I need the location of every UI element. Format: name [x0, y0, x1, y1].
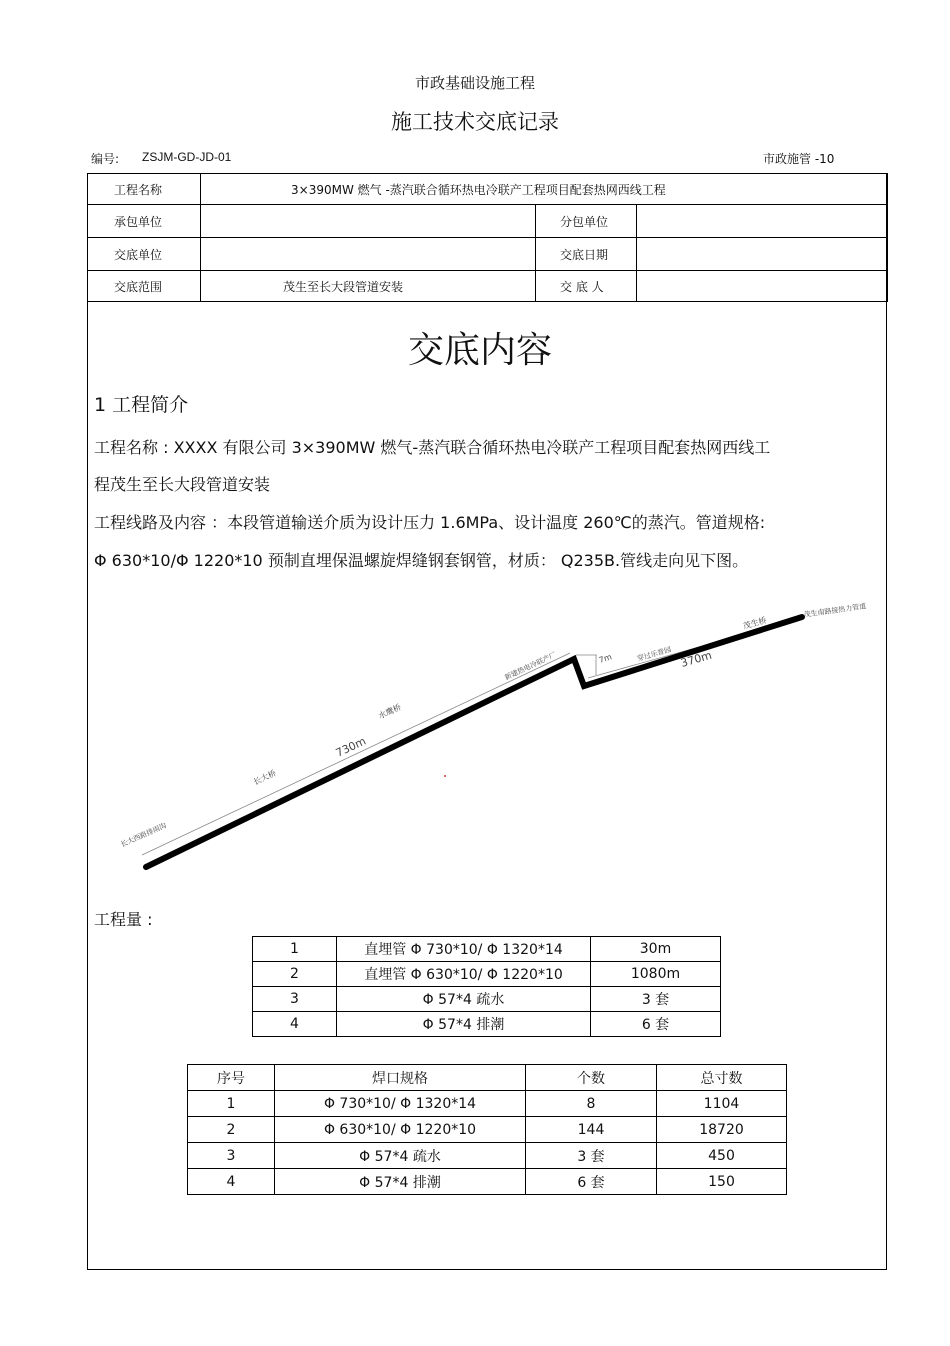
- label-730m: 730m: [333, 734, 369, 760]
- weld-count: 8: [526, 1091, 657, 1117]
- code-label: 编号:: [91, 152, 120, 166]
- qty-item: 直埋管 Φ 630*10/ Φ 1220*10: [337, 962, 591, 987]
- project-name-label: 工程名称: [88, 174, 201, 205]
- table-row: [188, 1091, 787, 1117]
- qty-no: 2: [253, 962, 337, 987]
- handover-unit-label: 交底单位: [88, 238, 201, 271]
- quantities-table: [252, 936, 721, 1037]
- handover-unit-value: [201, 238, 536, 271]
- route-paragraph-line1: 工程线路及内容 ：本段管道输送介质为设计压力 1.6MPa、设计温度 260℃的蒸汽。管道规格:: [94, 513, 766, 532]
- qty-item: Φ 57*4 排潮: [337, 1012, 591, 1037]
- doc-number: 市政施管 -10: [763, 152, 835, 166]
- scope-label: 交底范围: [88, 271, 201, 302]
- document-title: 施工技术交底记录: [391, 110, 559, 134]
- project-name-paragraph-line2: 程茂生至长大段管道安装: [94, 475, 271, 494]
- scope-value: 茂生至长大段管道安装: [201, 271, 536, 302]
- quantities-label: 工程量 :: [94, 910, 153, 929]
- weld-spec: Φ 730*10/ Φ 1320*14: [275, 1091, 526, 1117]
- diagram-dot: [444, 775, 446, 777]
- project-name-value: 3×390MW 燃气 -蒸汽联合循环热电冷联产工程项目配套热网西线工程: [201, 174, 888, 205]
- code-value: ZSJM-GD-JD-01: [142, 150, 232, 164]
- qty-amount: 3 套: [591, 987, 721, 1012]
- handover-person-value: [637, 271, 888, 302]
- pipeline-route-diagram: [100, 595, 880, 885]
- table-header-row: [188, 1065, 787, 1091]
- label-maosheng: 茂生桥: [742, 615, 768, 631]
- weld-spec: Φ 630*10/ Φ 1220*10: [275, 1117, 526, 1143]
- qty-amount: 6 套: [591, 1012, 721, 1037]
- table-row: [188, 1117, 787, 1143]
- qty-amount: 30m: [591, 937, 721, 962]
- weld-spec: Φ 57*4 排潮: [275, 1169, 526, 1195]
- weld-no: 3: [188, 1143, 275, 1169]
- route-paragraph-line2: Φ 630*10/Φ 1220*10 预制直埋保温螺旋焊缝钢套钢管，材质： Q235B.管线走向见下图。: [94, 551, 749, 570]
- qty-no: 4: [253, 1012, 337, 1037]
- weld-no: 4: [188, 1169, 275, 1195]
- label-370m: 370m: [679, 648, 714, 670]
- label-shuiying: 水鹰桥: [377, 702, 403, 721]
- qty-item: Φ 57*4 疏水: [337, 987, 591, 1012]
- label-7m: 7m: [597, 652, 613, 665]
- label-crossing: 穿过乐普园: [636, 645, 673, 663]
- weld-no: 1: [188, 1091, 275, 1117]
- label-end: 茂生南路接热力管道: [803, 602, 867, 619]
- label-plant: 新建热电冷联产厂: [503, 650, 558, 682]
- org-title: 市政基础设施工程: [414, 74, 535, 92]
- contractor-label: 承包单位: [88, 205, 201, 238]
- weld-count: 144: [526, 1117, 657, 1143]
- header-no: 序号: [188, 1065, 275, 1091]
- content-title: 交底内容: [407, 330, 552, 371]
- dimension-line-730: [142, 653, 570, 855]
- contractor-value: [201, 205, 536, 238]
- table-row: [253, 987, 721, 1012]
- welds-table: [187, 1064, 787, 1195]
- subcontractor-label: 分包单位: [536, 205, 637, 238]
- weld-count: 6 套: [526, 1169, 657, 1195]
- label-start: 长大西路排雨沟: [119, 821, 168, 849]
- qty-amount: 1080m: [591, 962, 721, 987]
- label-changda: 长大桥: [252, 768, 278, 787]
- qty-item: 直埋管 Φ 730*10/ Φ 1320*14: [337, 937, 591, 962]
- project-name-paragraph-line1: 工程名称 : XXXX 有限公司 3×390MW 燃气-蒸汽联合循环热电冷联产工程项目配套热网西线工: [94, 438, 771, 457]
- table-row: [188, 1169, 787, 1195]
- table-row: [188, 1143, 787, 1169]
- header-total: 总寸数: [657, 1065, 787, 1091]
- weld-count: 3 套: [526, 1143, 657, 1169]
- table-row: [253, 1012, 721, 1037]
- weld-total: 150: [657, 1169, 787, 1195]
- header-spec: 焊口规格: [275, 1065, 526, 1091]
- weld-spec: Φ 57*4 疏水: [275, 1143, 526, 1169]
- weld-total: 1104: [657, 1091, 787, 1117]
- handover-date-value: [637, 238, 888, 271]
- handover-date-label: 交底日期: [536, 238, 637, 271]
- qty-no: 1: [253, 937, 337, 962]
- header-count: 个数: [526, 1065, 657, 1091]
- weld-total: 450: [657, 1143, 787, 1169]
- weld-no: 2: [188, 1117, 275, 1143]
- info-table: [87, 173, 888, 302]
- handover-person-label: 交 底 人: [536, 271, 637, 302]
- table-row: [253, 962, 721, 987]
- table-row: [253, 937, 721, 962]
- weld-total: 18720: [657, 1117, 787, 1143]
- section-heading: 1 工程简介: [94, 394, 189, 416]
- subcontractor-value: [637, 205, 888, 238]
- qty-no: 3: [253, 987, 337, 1012]
